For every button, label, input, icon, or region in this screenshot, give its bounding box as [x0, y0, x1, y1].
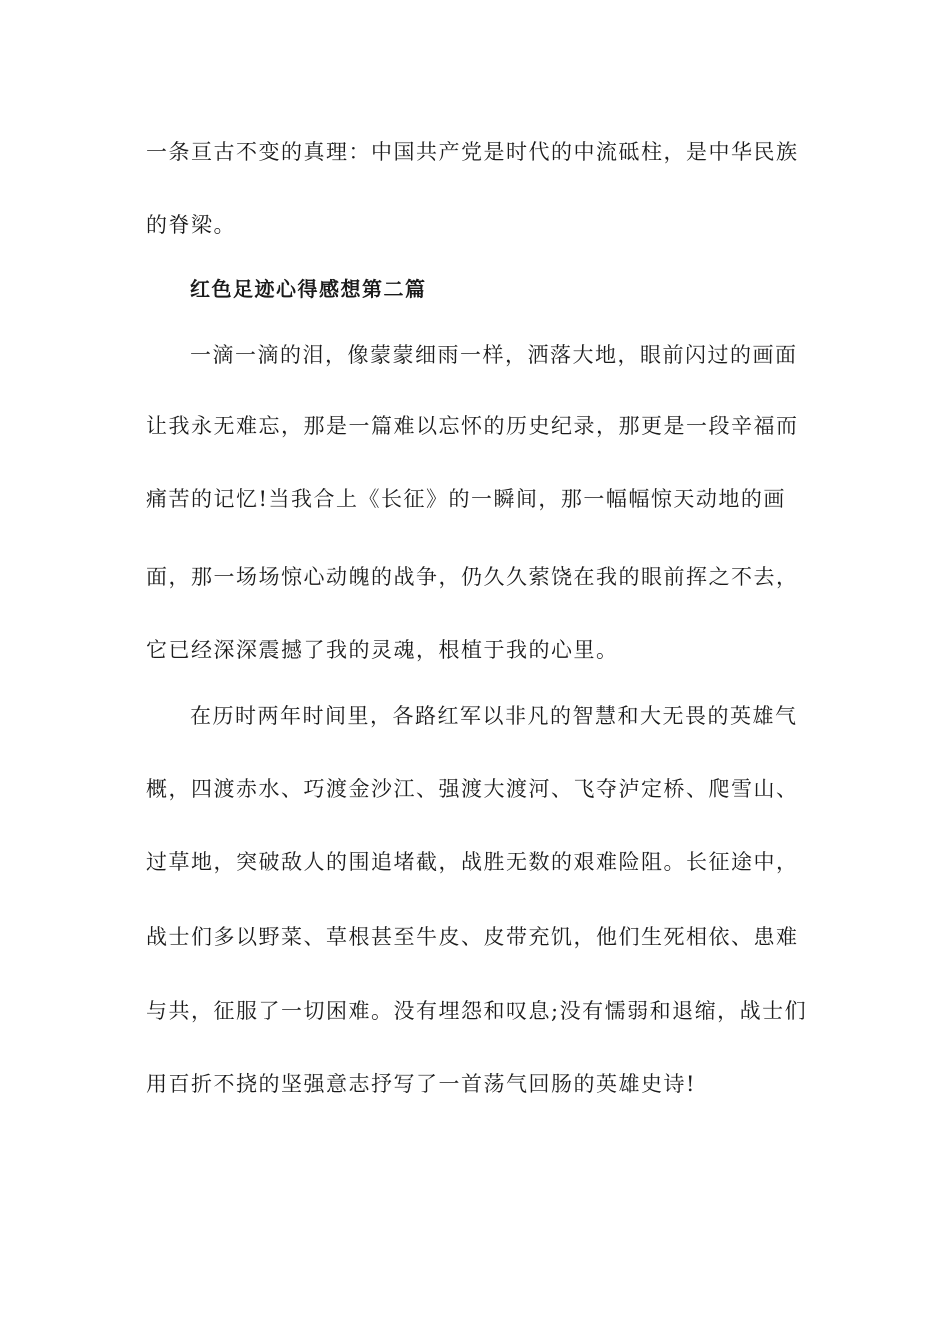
paragraph1-line-1: 一滴一滴的泪，像蒙蒙细雨一样，洒落大地，眼前闪过的画面: [190, 343, 798, 367]
paragraph2-line-3: 过草地，突破敌人的围追堵截，战胜无数的艰难险阻。长征途中，: [146, 850, 799, 874]
prev-paragraph-line-1: 一条亘古不变的真理：中国共产党是时代的中流砥柱，是中华民族: [146, 140, 799, 164]
paragraph2-line-2: 概，四渡赤水、巧渡金沙江、强渡大渡河、飞夺泸定桥、爬雪山、: [146, 777, 799, 801]
paragraph2-line-6: 用百折不挠的坚强意志抒写了一首荡气回肠的英雄史诗!: [146, 1072, 696, 1096]
paragraph2-line-5: 与共，征服了一切困难。没有埋怨和叹息;没有懦弱和退缩，战士们: [146, 999, 808, 1023]
paragraph1-line-3: 痛苦的记忆!当我合上《长征》的一瞬间，那一幅幅惊天动地的画: [146, 487, 786, 511]
paragraph2-line-4: 战士们多以野菜、草根甚至牛皮、皮带充饥，他们生死相依、患难: [146, 925, 799, 949]
paragraph1-line-2: 让我永无难忘，那是一篇难以忘怀的历史纪录，那更是一段辛福而: [146, 414, 799, 438]
paragraph1-line-4: 面，那一场场惊心动魄的战争，仍久久萦饶在我的眼前挥之不去，: [146, 565, 799, 589]
paragraph1-line-5: 它已经深深震撼了我的灵魂，根植于我的心里。: [146, 638, 619, 662]
paragraph2-line-1: 在历时两年时间里，各路红军以非凡的智慧和大无畏的英雄气: [190, 704, 798, 728]
section-heading: 红色足迹心得感想第二篇: [190, 277, 427, 301]
prev-paragraph-line-2: 的脊梁。: [146, 213, 236, 237]
